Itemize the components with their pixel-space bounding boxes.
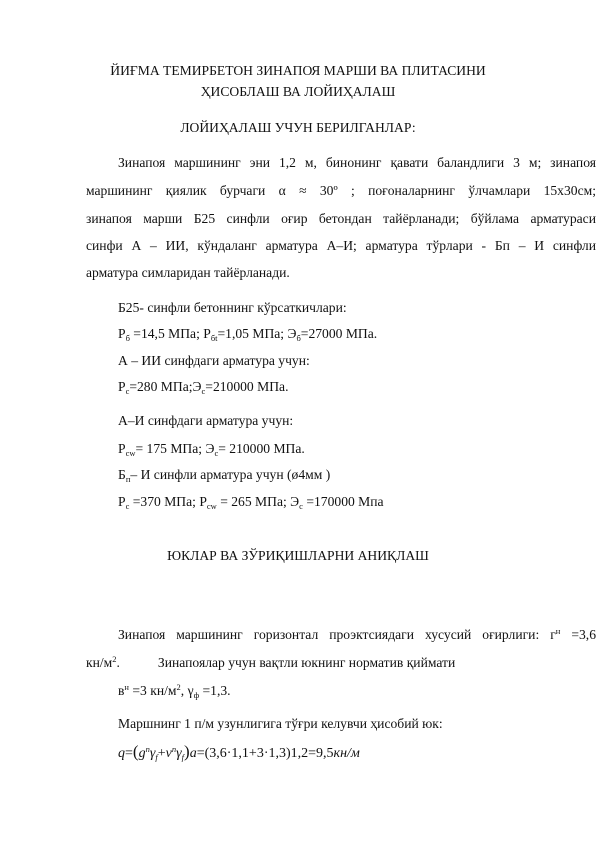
document-title-line-1: ЙИҒМА ТЕМИРБЕТОН ЗИНАПОЯ МАРШИ ВА ПЛИТАСИНИ	[110, 63, 486, 78]
section-heading-loads: ЮКЛАР ВА ЗЎРИҚИШЛАРНИ АНИҚЛАШ	[167, 548, 429, 563]
design-data-paragraph-line: Зинапоя маршининг эни 1,2 м, бинонинг қавати баландлиги 3 м; зинапоя	[118, 155, 596, 170]
wire-bpi-values: $Р_с =370$ МПа; $Р_{сw} = 265$ МПа; $Э_с =170000$ Мпа	[118, 494, 384, 511]
reinforcement-ai-values: $Р_{сw}= 175$ МПа; $Э_с= 210000$ МПа.	[118, 441, 305, 458]
self-weight-paragraph-line: $кн/м^2$. Зинапоялар учун вақтли юкнинг норматив қиймати	[86, 654, 456, 670]
reinforcement-aii-values: $Р_с=280$ $МПа;Э_с=210000$ МПа.	[118, 379, 289, 396]
concrete-properties-heading: Б25- синфли бетоннинг кўрсаткичлари:	[118, 300, 347, 315]
design-load-formula: $q=(g^n\gamma_f+v^n\gamma_f)a=(3,6\cdot 1,1+3\cdot 1,3)1,2=9,5кн/м$	[118, 742, 360, 762]
section-heading-design-data: ЛОЙИҲАЛАШ УЧУН БЕРИЛГАНЛАР:	[180, 120, 416, 135]
concrete-properties-values: $Р_б =14,5$ МПа; $Р_{бt}=1,05$ МПа; $Э_б=27000$ МПа.	[118, 326, 378, 343]
document-title-line-2: ҲИСОБЛАШ ВА ЛОЙИҲАЛАШ	[200, 84, 396, 99]
design-data-paragraph-line: зинапоя марши Б25 синфли оғир бетондан тайёрланади; бўйлама арматураси	[86, 211, 596, 226]
design-data-paragraph-line: арматура симларидан тайёрланади.	[86, 265, 290, 280]
design-data-paragraph-line: маршининг қиялик бурчаги α ≈ 30º ; поғоналарнинг ўлчамлари 15х30см;	[86, 183, 596, 198]
reinforcement-ai-heading: А–И синфдаги арматура учун:	[118, 413, 294, 428]
wire-bpi-heading: $Б_п-$ И синфли арматура учун (ø4мм )	[118, 467, 331, 484]
design-load-heading: Маршнинг 1 п/м узунлигига тўғри келувчи ҳисобий юк:	[118, 716, 443, 731]
reinforcement-aii-heading: А – ИИ синфдаги арматура учун:	[118, 353, 310, 368]
design-data-paragraph-line: синфи А – ИИ, кўндаланг арматура А–И; арматура тўрлари - Бп – И синфли	[86, 238, 596, 253]
self-weight-paragraph-line: Зинапоя маршининг горизонтал проэктсиядаги хусусий оғирлиги: $г^н =3,6$	[118, 626, 596, 642]
live-load-values: $в^н =3$ $кн/м^2$, $\gamma_ф =1,3$.	[118, 682, 231, 700]
